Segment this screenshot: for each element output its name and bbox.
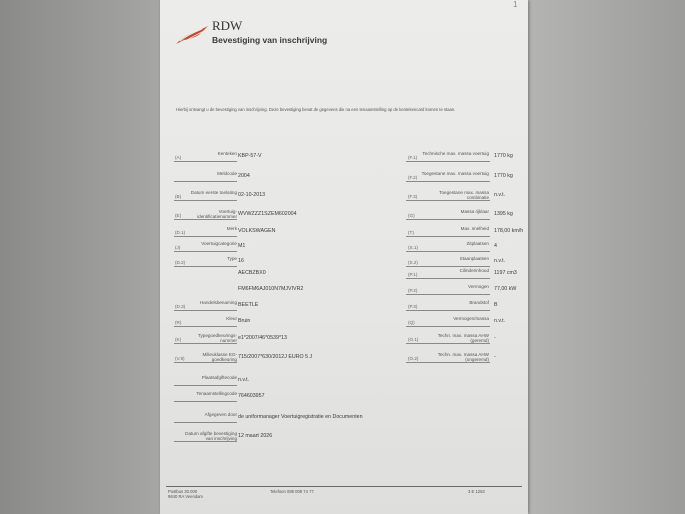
brand-name: RDW: [212, 18, 243, 33]
left-field-label: Type: [227, 256, 237, 261]
right-field-value: 1770 kg: [494, 153, 513, 159]
left-field-value: 16: [238, 258, 244, 264]
right-field-underline: [406, 236, 490, 237]
footer-address-line2: 9640 RA Veendam: [168, 494, 203, 499]
left-field-value: 2004: [238, 173, 250, 179]
right-field-code: (S.1): [408, 245, 418, 250]
right-field-label: Max. snelheid: [460, 226, 489, 231]
left-field-underline: [174, 251, 237, 252]
left-field-code: (J): [175, 245, 181, 250]
right-field-label: Techn. max. massa AHW (geremd): [437, 333, 489, 343]
left-field-underline: [174, 422, 237, 423]
left-field-label: Voertuigcategorie: [201, 241, 237, 246]
left-field-underline: [174, 200, 237, 201]
right-field-underline: [406, 161, 490, 162]
footer-phone: Telefoon 088 008 74 77: [270, 489, 314, 494]
left-field-code: (K): [175, 337, 182, 342]
left-field-value: 715/2007*630/2012J EURO 5 J: [238, 354, 313, 360]
right-field-underline: [406, 181, 490, 182]
right-field-value: n.v.t.: [494, 192, 506, 198]
document-title: Bevestiging van inschrijving: [212, 35, 328, 45]
footer-address-line1: Postbus 30.000: [168, 489, 198, 494]
right-field-code: (P.1): [408, 272, 418, 277]
left-field-value: 02-10-2013: [238, 192, 266, 198]
right-field-value: 1197 cm3: [494, 270, 517, 276]
background-left: [0, 0, 160, 514]
right-field-value: -: [494, 335, 496, 341]
right-field-label: Toegestane max. massa voertuig: [421, 171, 489, 176]
left-field-value: FM6FM6AJ010N7MJVIVR2: [238, 286, 304, 292]
right-field-value: -: [494, 354, 496, 360]
left-field-underline: [174, 362, 237, 363]
left-field-underline: [174, 385, 237, 386]
left-field-value: 12 maart 2026: [238, 433, 273, 439]
right-field-label: Vermogen: [468, 284, 489, 289]
left-field-label: Voertuig-identificatienummer: [197, 209, 237, 219]
right-field-underline: [406, 278, 490, 279]
right-field-value: 1395 kg: [494, 211, 513, 217]
right-field-underline: [406, 310, 490, 311]
right-field-value: 178,00 km/h: [494, 228, 524, 234]
left-field-value: de uniformanager Voertuigregistratie en Documenten: [238, 414, 363, 420]
right-field-code: (P.2): [408, 288, 418, 293]
right-field-label: Staanplaatsen: [459, 256, 489, 261]
right-field-underline: [406, 251, 490, 252]
left-field-label: Tenaamstellingcode: [196, 391, 237, 396]
left-field-code: (A): [175, 155, 182, 160]
left-field-label: Plaatsafgiftecode: [201, 375, 237, 380]
right-field-label: Techn. max. massa AHW (ongeremd): [437, 352, 489, 362]
left-field-underline: [174, 326, 237, 327]
intro-text: Hierbij ontvangt u de bevestiging van inschrijving. Deze bevestiging bevat de gegevens die na een tenaamstelling op de kentekencard komen te staan.: [176, 107, 456, 112]
left-field-underline: [174, 236, 237, 237]
right-field-label: Vermogen/massa: [453, 316, 489, 321]
right-field-value: 4: [494, 243, 497, 249]
left-field-label: Datum afgifte bevestiging van inschrijving: [185, 431, 237, 441]
footer-form-code: 3 E 1263: [468, 489, 485, 494]
left-field-value: n.v.t.: [238, 377, 250, 383]
right-field-code: (F.2): [408, 175, 418, 180]
right-field-value: 1770 kg: [494, 173, 513, 179]
right-field-code: (O.2): [408, 356, 419, 361]
left-field-underline: [174, 161, 237, 162]
left-field-underline: [174, 181, 237, 182]
left-field-label: Afgegeven door: [204, 412, 237, 417]
left-field-code: (V.9): [175, 356, 185, 361]
right-field-code: (F.1): [408, 155, 418, 160]
right-field-value: 77,00 kW: [494, 286, 517, 292]
left-field-value: AECBZBX0: [238, 270, 266, 276]
right-field-value: B: [494, 302, 498, 308]
left-field-value: VOLKSWAGEN: [238, 228, 276, 234]
left-field-label: Meldcode: [217, 171, 237, 176]
left-field-value: BEETLE: [238, 302, 259, 308]
left-field-label: Typegoedkeurings-nummer: [197, 333, 237, 343]
background-right: [528, 0, 685, 514]
right-field-label: Zitplaatsen: [466, 241, 489, 246]
corner-mark: 1: [513, 0, 518, 9]
left-field-value: 764603957: [238, 393, 265, 399]
left-field-underline: [174, 266, 237, 267]
right-field-underline: [406, 326, 490, 327]
right-field-code: (F.3): [408, 194, 418, 199]
left-field-code: (D.2): [175, 260, 186, 265]
right-field-code: (Q): [408, 320, 415, 325]
right-field-value: n.v.t.: [494, 318, 506, 324]
left-field-underline: [174, 310, 237, 311]
right-field-code: (P.3): [408, 304, 418, 309]
left-field-code: (B): [175, 194, 182, 199]
right-field-label: Cilinderinhoud: [459, 268, 489, 273]
right-field-value: n.v.t.: [494, 258, 506, 264]
right-field-underline: [406, 362, 490, 363]
left-field-label: Datum eerste toelating: [190, 190, 237, 195]
left-field-code: (E): [175, 213, 182, 218]
footer-divider: [166, 486, 522, 487]
right-field-label: Massa rijklaar: [460, 209, 489, 214]
right-field-code: (O.1): [408, 337, 419, 342]
document-page: [160, 0, 528, 514]
right-field-underline: [406, 266, 490, 267]
right-field-underline: [406, 294, 490, 295]
left-field-value: WVWZZZ1SZEM602004: [238, 211, 297, 217]
left-field-underline: [174, 343, 237, 344]
left-field-underline: [174, 441, 237, 442]
left-field-code: (R): [175, 320, 182, 325]
left-field-code: (D.1): [175, 230, 186, 235]
right-field-label: Technische max. massa voertuig: [422, 151, 489, 156]
right-field-code: (G): [408, 213, 415, 218]
rdw-logo-icon: [174, 24, 210, 46]
left-field-label: Handelsbenaming: [199, 300, 237, 305]
left-field-label: Merk: [226, 226, 237, 231]
left-field-value: KBP-57-V: [238, 153, 262, 159]
left-field-value: e1*2007/46*0539*13: [238, 335, 287, 341]
left-field-underline: [174, 401, 237, 402]
left-field-label: Milieuklasse EG-goedkeuring: [202, 352, 237, 362]
right-field-underline: [406, 200, 490, 201]
right-field-label: Toegestane max. massa combinatie: [439, 190, 489, 200]
left-field-code: (D.3): [175, 304, 186, 309]
left-field-underline: [174, 219, 237, 220]
left-field-value: M1: [238, 243, 246, 249]
right-field-underline: [406, 219, 490, 220]
left-field-label: Kleur: [226, 316, 237, 321]
left-field-label: Kenteken: [217, 151, 237, 156]
right-field-label: Brandstof: [469, 300, 489, 305]
left-field-value: Bruin: [238, 318, 251, 324]
right-field-underline: [406, 343, 490, 344]
right-field-code: (S.2): [408, 260, 418, 265]
right-field-code: (T): [408, 230, 414, 235]
